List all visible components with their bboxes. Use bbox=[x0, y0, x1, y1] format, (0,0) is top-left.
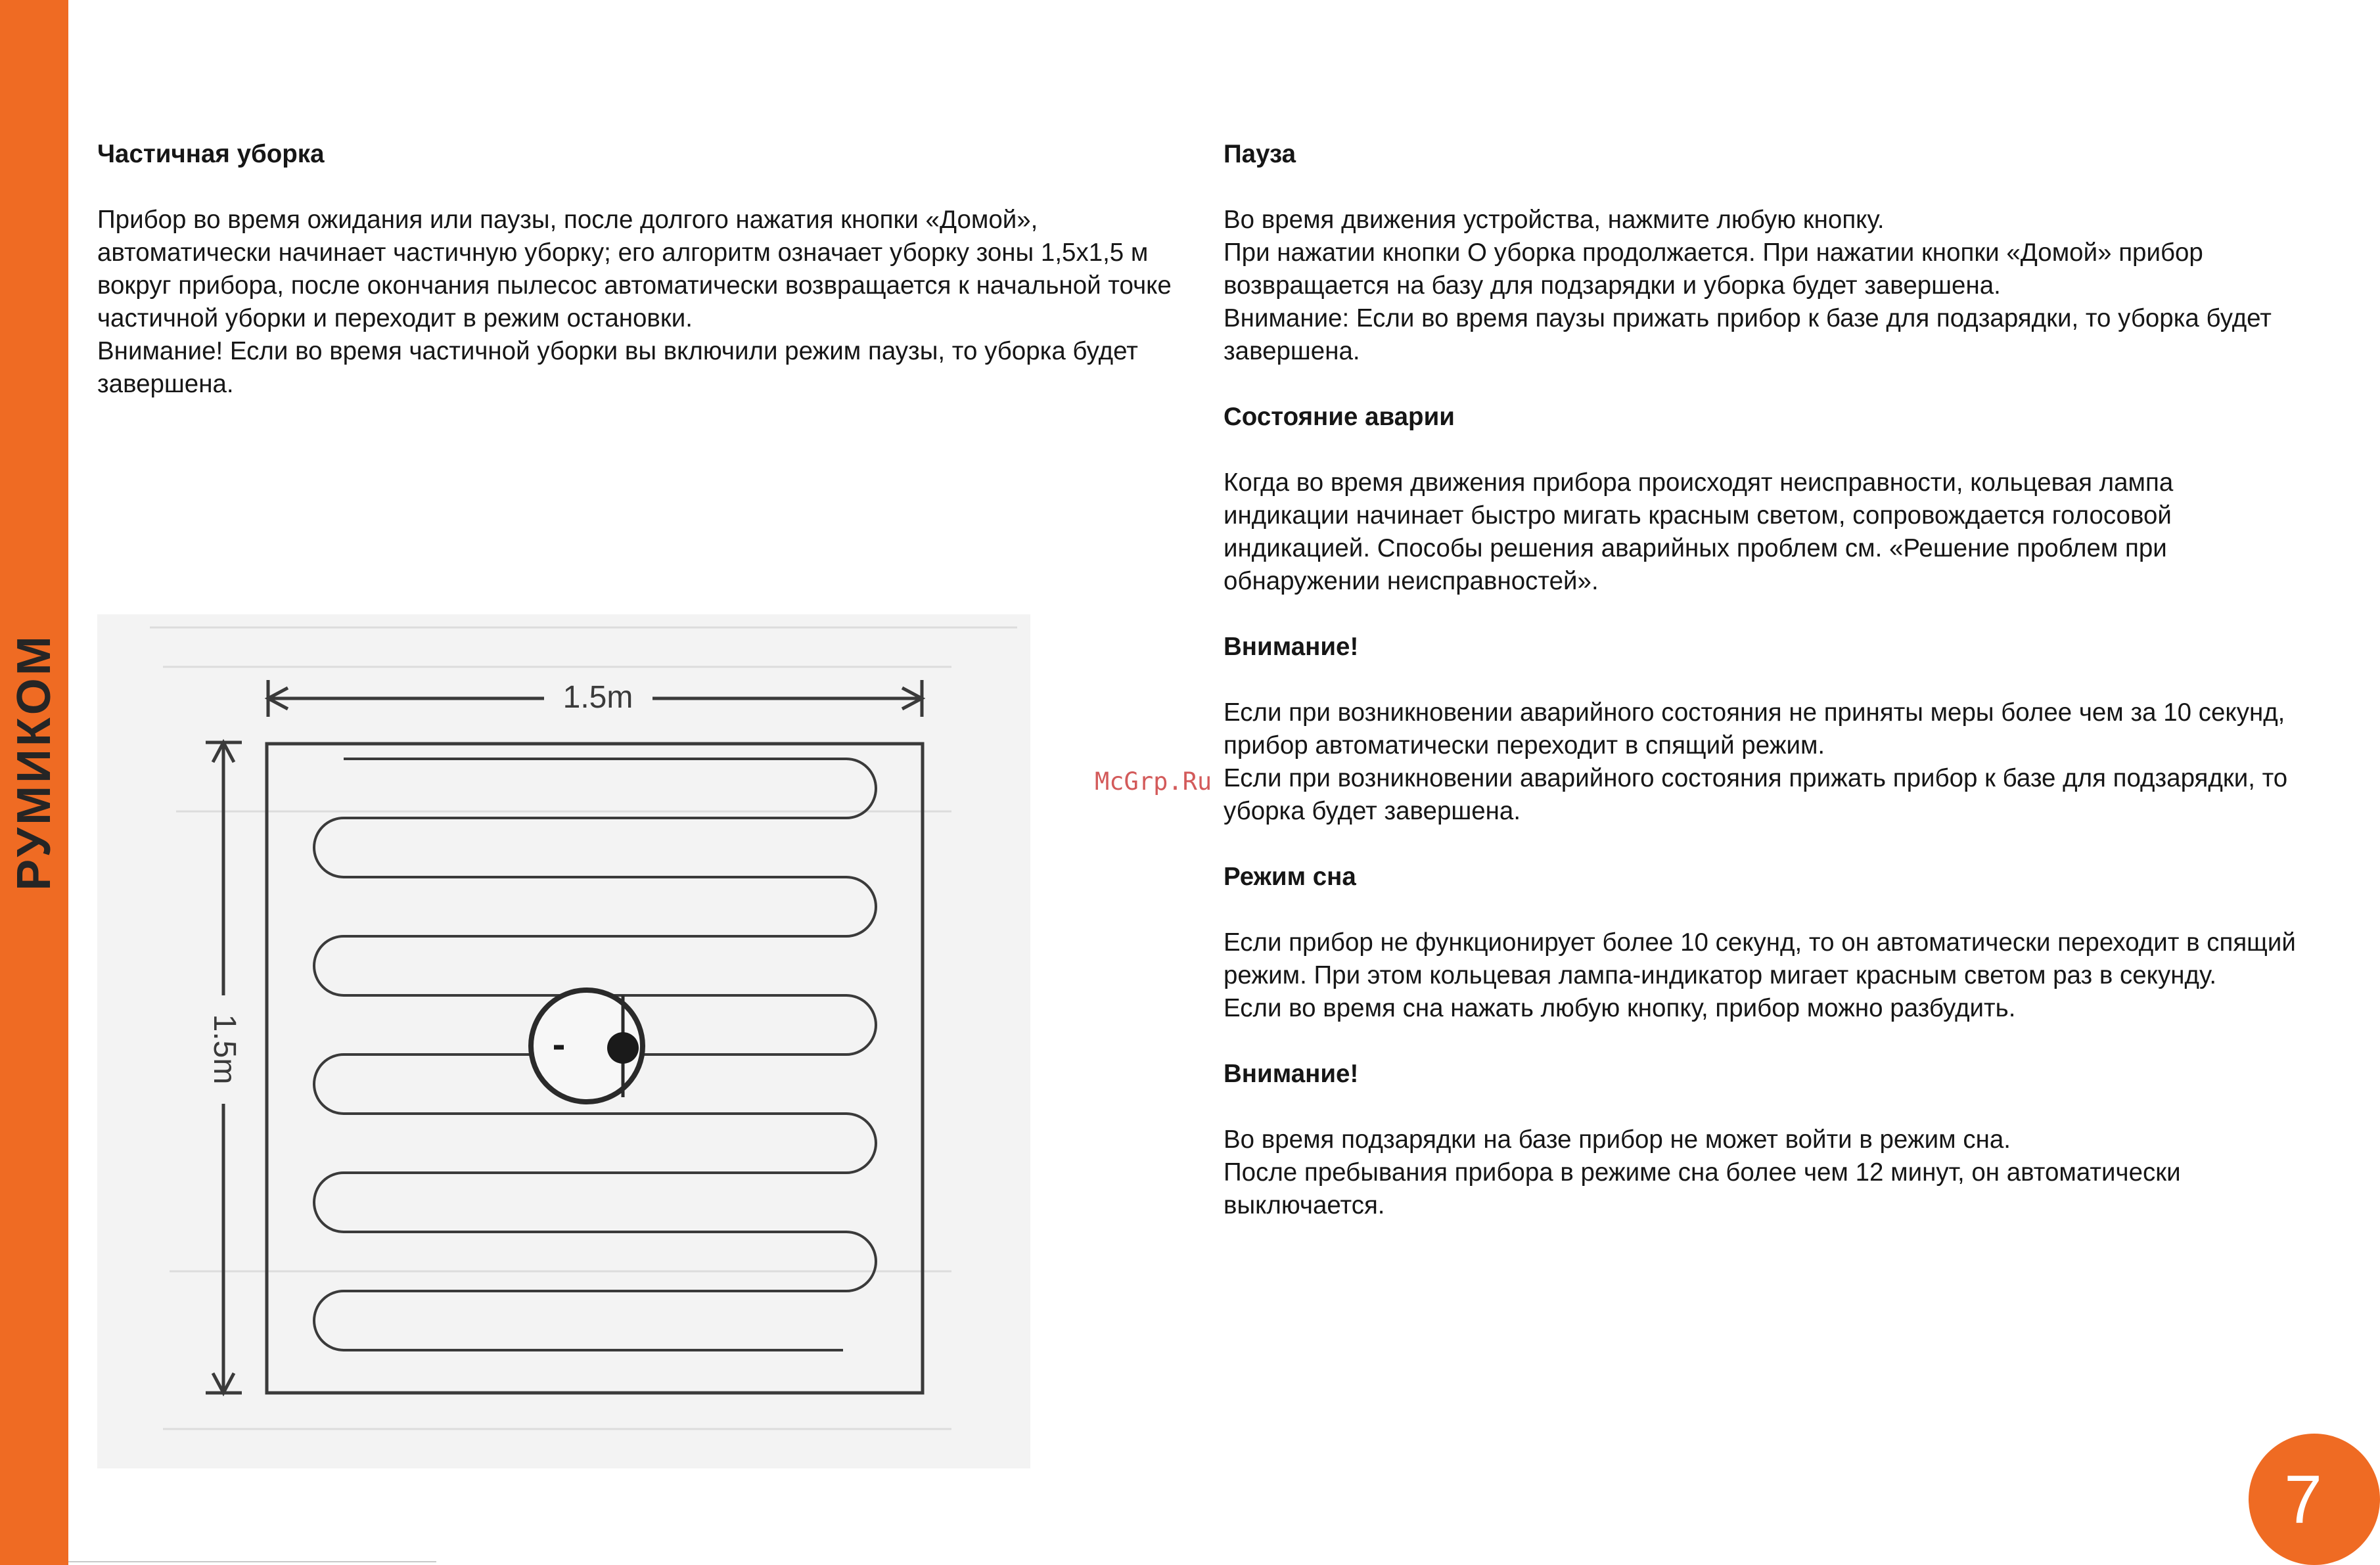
sleep-text-2: Если во время сна нажать любую кнопку, прибор можно разбудить. bbox=[1224, 994, 2016, 1022]
height-label: 1.5m bbox=[207, 1014, 242, 1085]
sleep-text-1: Если прибор не функционирует более 10 секунд, то он автоматически переходит в спящий режим. При этом кольцевая лампа-индикатор мигает красным светом раз в секунду. bbox=[1224, 928, 2296, 989]
partial-cleaning-warning: Внимание! Если во время частичной уборки вы включили режим паузы, то уборка будет завершена. bbox=[97, 337, 1138, 398]
left-column bbox=[97, 138, 1181, 401]
pause-text-3: Внимание: Если во время паузы прижать прибор к базе для подзарядки, то уборка будет завершена. bbox=[1224, 304, 2272, 365]
attention-heading-1: Внимание! bbox=[1224, 633, 1359, 661]
attention-heading-2: Внимание! bbox=[1224, 1060, 1359, 1088]
pause-text-1: Во время движения устройства, нажмите любую кнопку. bbox=[1224, 206, 1885, 234]
partial-cleaning-description: Прибор во время ожидания или паузы, после долгого нажатия кнопки «Домой», автоматически начинает частичную уборку; его алгоритм означает уборку зоны 1,5х1,5 м вокруг прибора, после окончания пылесос автоматически возвращается к начальной точке частичной уборки и переходит в режим остановки. bbox=[97, 206, 1172, 332]
attention-2-text-1: Во время подзарядки на базе прибор не может войти в режим сна. bbox=[1224, 1125, 2011, 1154]
partial-cleaning-diagram bbox=[97, 614, 1030, 1468]
attention-2-text-2: После пребывания прибора в режиме сна более чем 12 минут, он автоматически выключается. bbox=[1224, 1158, 2181, 1219]
pause-heading: Пауза bbox=[1224, 140, 1296, 168]
page-number: 7 bbox=[2284, 1462, 2322, 1538]
watermark: McGrp.Ru bbox=[1095, 767, 1212, 796]
pause-text-2: При нажатии кнопки О уборка продолжается. При нажатии кнопки «Домой» прибор возвращается на базу для подзарядки и уборка будет завершена. bbox=[1224, 238, 2203, 300]
alarm-heading: Состояние аварии bbox=[1224, 403, 1455, 431]
footer-divider bbox=[68, 1561, 436, 1562]
alarm-text: Когда во время движения прибора происходят неисправности, кольцевая лампа индикации начинает быстро мигать красным светом, сопровождается голосовой индикацией. Способы решения аварийных проблем см. «Решение проблем при обнаружении неисправностей». bbox=[1224, 468, 2174, 595]
robot-vacuum-icon bbox=[531, 990, 643, 1102]
attention-1-text-1: Если при возникновении аварийного состояния не приняты меры более чем за 10 секунд, прибор автоматически переходит в спящий режим. bbox=[1224, 698, 2285, 760]
right-column bbox=[1224, 138, 2301, 1255]
sleep-heading: Режим сна bbox=[1224, 863, 1356, 891]
attention-1-text-2: Если при возникновении аварийного состояния прижать прибор к базе для подзарядки, то уборка будет завершена. bbox=[1224, 764, 2288, 825]
width-label: 1.5m bbox=[562, 680, 633, 715]
brand-logo-text: РУМИКОМ bbox=[8, 633, 60, 891]
partial-cleaning-heading: Частичная уборка bbox=[97, 140, 325, 168]
